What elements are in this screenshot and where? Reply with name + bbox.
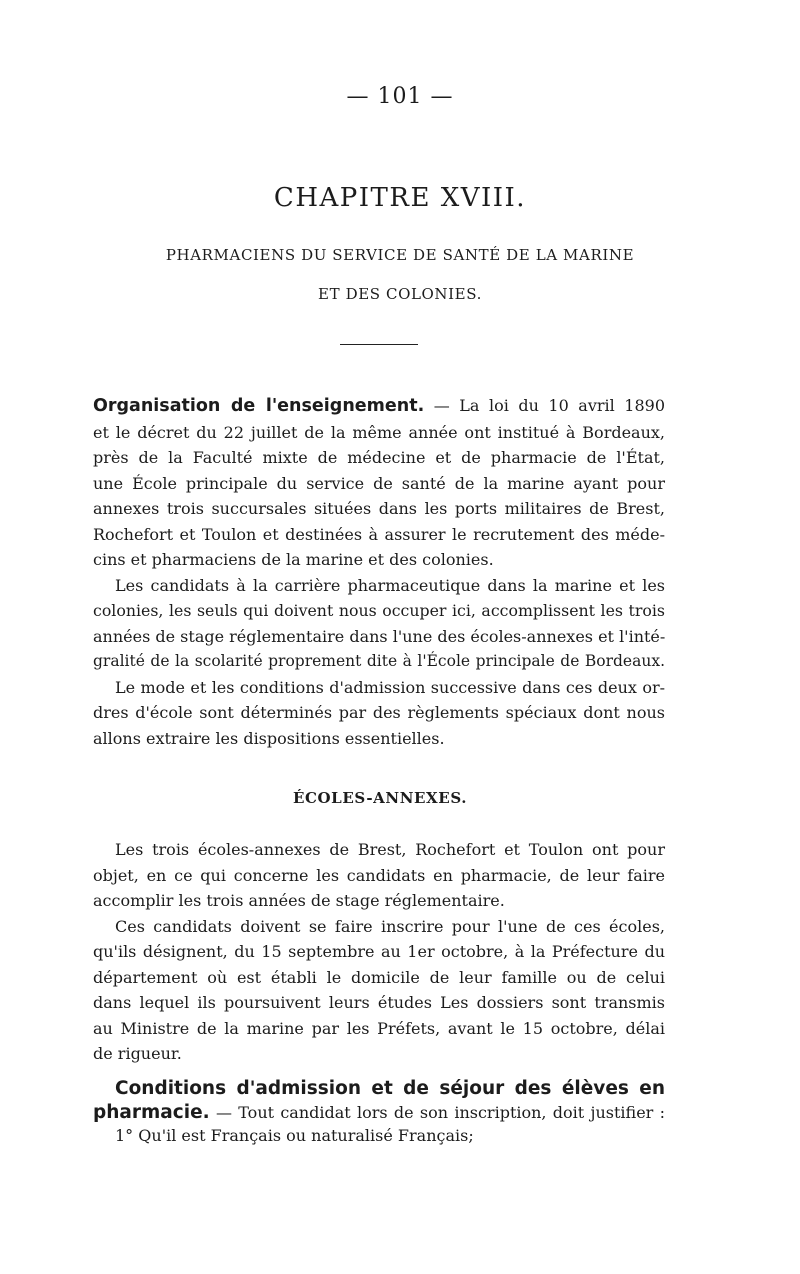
text-line: département où est établi le domicile de leur famille ou de celui: [93, 967, 665, 987]
text-line: cins et pharmaciens de la marine et des colonies.: [93, 550, 494, 569]
text-line: pharmacie. — Tout candidat lors de son inscription, doit justifier :: [93, 1101, 665, 1123]
text-line: Rochefort et Toulon et destinées à assurer le recrutement des méde-: [93, 524, 665, 544]
conditions-heading: Conditions d'admission et de séjour des élèves en: [115, 1078, 665, 1099]
text-line: Organisation de l'enseignement. — La loi du 10 avril 1890: [93, 396, 666, 416]
text-line: une École principale du service de santé de la marine ayant pour: [93, 473, 665, 493]
organisation-section: [93, 393, 665, 751]
text-line: années de stage réglementaire dans l'une des écoles-annexes et l'inté-: [93, 626, 666, 646]
text-line: de rigueur.: [93, 1044, 182, 1063]
text-line: et le décret du 22 juillet de la même année ont institué à Bordeaux,: [93, 422, 665, 442]
conditions-heading-end: pharmacie.: [93, 1101, 210, 1123]
organisation-heading: Organisation de l'enseignement.: [93, 396, 425, 416]
text-line: accomplir les trois années de stage réglementaire.: [93, 891, 505, 910]
text-line: Ces candidats doivent se faire inscrire pour l'une de ces écoles,: [115, 916, 665, 936]
text-line: colonies, les seuls qui doivent nous occuper ici, accomplissent les trois: [93, 601, 665, 620]
text-line: dres d'école sont déterminés par des règlements spéciaux dont nous: [93, 703, 665, 722]
text-line: Les trois écoles-annexes de Brest, Rochefort et Toulon ont pour: [115, 840, 665, 859]
text-line: annexes trois succursales situées dans les ports militaires de Brest,: [93, 499, 665, 518]
chapter-title: CHAPITRE XVIII.: [273, 183, 527, 213]
text-line: objet, en ce qui concerne les candidats en pharmacie, de leur faire: [93, 865, 665, 885]
text-line: au Ministre de la marine par les Préfets, avant le 15 octobre, délai: [93, 1018, 665, 1038]
text-line: qu'ils désignent, du 15 septembre au 1er octobre, à la Préfecture du: [93, 942, 665, 961]
text-line: Les candidats à la carrière pharmaceutique dans la marine et les: [115, 575, 665, 595]
chapter-subtitle-line-1: PHARMACIENS DU SERVICE DE SANTÉ DE LA MARINE: [165, 246, 635, 264]
text-line: allons extraire les dispositions essentielles.: [93, 728, 445, 748]
text-line: dans lequel ils poursuivent leurs études Les dossiers sont transmis: [93, 993, 665, 1012]
text-line: gralité de la scolarité proprement dite à l'École principale de Bordeaux.: [93, 652, 665, 670]
ecoles-annexes-heading: ÉCOLES-ANNEXES.: [292, 789, 468, 807]
chapter-subtitle-line-2: ET DES COLONIES.: [318, 285, 482, 303]
ecoles-annexes-section: [93, 837, 665, 1067]
text-line: Le mode et les conditions d'admission successive dans ces deux or-: [115, 677, 665, 697]
title-divider: [340, 344, 418, 345]
conditions-section: [93, 1077, 665, 1148]
text-line: 1° Qu'il est Français ou naturalisé Français;: [115, 1126, 474, 1145]
text-line: près de la Faculté mixte de médecine et de pharmacie de l'État,: [93, 448, 665, 467]
page-number: — 101 —: [346, 84, 454, 109]
